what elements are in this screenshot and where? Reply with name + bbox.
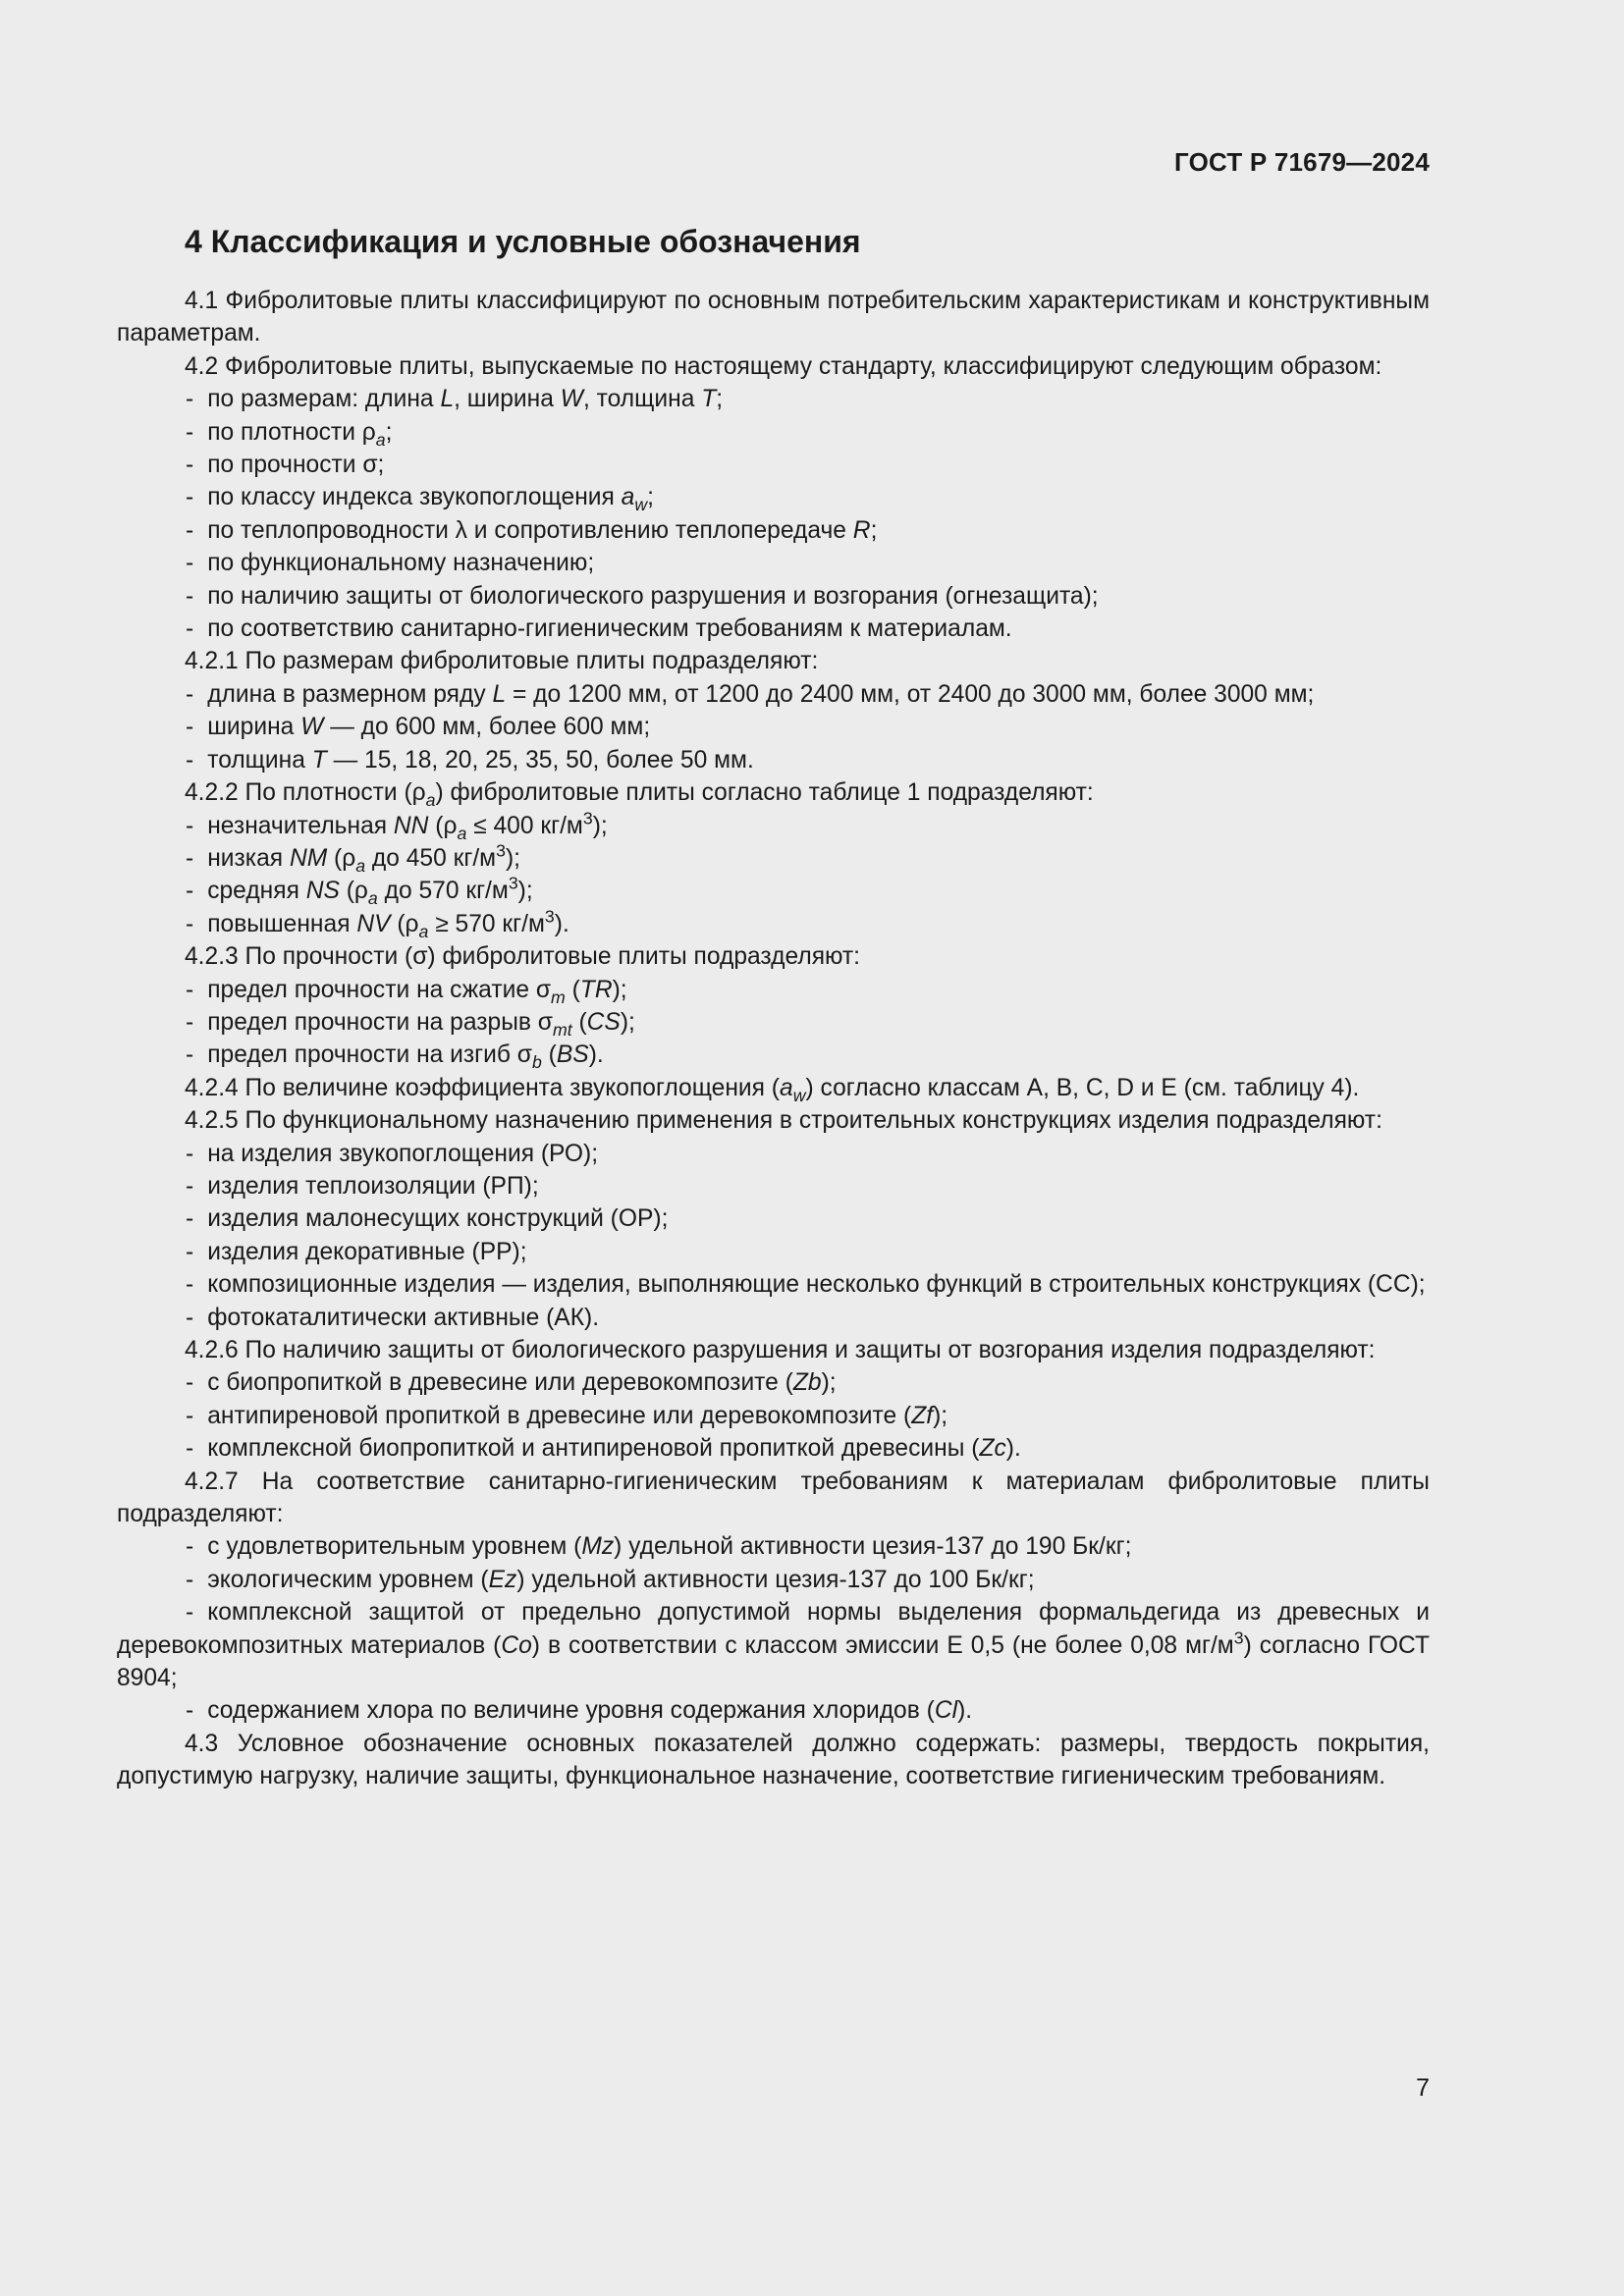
page-number: 7: [1416, 2074, 1430, 2102]
list-item: - на изделия звукопоглощения (РО);: [186, 1140, 599, 1167]
paragraph-4-2-5: 4.2.5 По функциональному назначению применения в строительных конструкциях изделия подразделяют:: [185, 1107, 1382, 1135]
list-item: - изделия теплоизоляции (РП);: [186, 1172, 539, 1200]
list-item: - по размерам: длина L, ширина W, толщина T;: [186, 386, 724, 413]
list-item: - длина в размерном ряду L = до 1200 мм, от 1200 до 2400 мм, от 2400 до 3000 мм, более 3000 мм;: [186, 680, 1315, 708]
list-item: - по функциональному назначению;: [186, 550, 595, 577]
list-item: - по наличию защиты от биологического разрушения и возгорания (огнезащита);: [186, 582, 1099, 610]
list-item: - по плотности $\rho_a$;: [186, 418, 393, 450]
list-item: - с удовлетворительным уровнем (Mz) удельной активности цезия-137 до 190 Бк/кг;: [186, 1533, 1132, 1561]
list-item: - по теплопроводности λ и сопротивлению теплопередаче R;: [186, 516, 878, 544]
list-item: - изделия декоративные (РР);: [186, 1238, 527, 1265]
list-item: - незначительная NN ($\rho_a \le 400$ $кг/м^3$);: [186, 807, 608, 843]
list-item: - комплексной защитой от предельно допустимой нормы выделения формальдегида из древесных и деревокомпозитных материалов (Co) в соответствии с классом эмиссии E 0,5 (не более 0,08 $мг/м^3$) согласно ГОСТ 8904;: [117, 1599, 1430, 1692]
paragraph-4-2-7: 4.2.7 На соответствие санитарно-гигиеническим требованиям к материалам фибролитовые плиты подразделяют:: [117, 1468, 1430, 1528]
paragraph-4-2: 4.2 Фибролитовые плиты, выпускаемые по настоящему стандарту, классифицируют следующим образом:: [185, 352, 1382, 380]
list-item: - ширина W — до 600 мм, более 600 мм;: [186, 714, 651, 741]
list-item: - низкая NM ($\rho_a$ до 450 $кг/м^3$);: [186, 840, 520, 877]
paragraph-4-2-1: 4.2.1 По размерам фибролитовые плиты подразделяют:: [185, 648, 819, 675]
paragraph-4-2-4: 4.2.4 По величине коэффициента звукопоглощения $(a_w)$ согласно классам A, B, C, D и E (см. таблицу 4).: [185, 1074, 1360, 1105]
section-title: 4 Классификация и условные обозначения: [185, 224, 861, 259]
paragraph-4-2-2: 4.2.2 По плотности $(\rho_a)$ фибролитовые плиты согласно таблице 1 подразделяют:: [185, 779, 1094, 811]
list-item: - толщина T — 15, 18, 20, 25, 35, 50, более 50 мм.: [186, 746, 754, 774]
list-item: - содержанием хлора по величине уровня содержания хлоридов (Cl).: [186, 1697, 973, 1725]
section-body: [117, 285, 1430, 1793]
list-item: - по соответствию санитарно-гигиеническим требованиям к материалам.: [186, 615, 1012, 643]
paragraph-4-3: 4.3 Условное обозначение основных показателей должно содержать: размеры, твердость покрытия, допустимую нагрузку, наличие защиты, функциональное назначение, соответствие гигиеническим требованиям.: [117, 1730, 1430, 1790]
paragraph-4-2-6: 4.2.6 По наличию защиты от биологического разрушения и защиты от возгорания изделия подразделяют:: [185, 1337, 1376, 1363]
list-item: - предел прочности на разрыв $\sigma_{mt}$ (CS);: [186, 1008, 635, 1041]
list-item: - комплексной биопропиткой и антипиреновой пропиткой древесины (Zc).: [186, 1435, 1021, 1463]
list-item: - фотокаталитически активные (АК).: [186, 1304, 600, 1331]
list-item: - композиционные изделия — изделия, выполняющие несколько функций в строительных конструкциях (СС);: [186, 1271, 1426, 1299]
list-item: - изделия малонесущих конструкций (ОР);: [186, 1205, 669, 1233]
document-code: ГОСТ Р 71679—2024: [1174, 147, 1430, 177]
paragraph-4-1: 4.1 Фибролитовые плиты классифицируют по основным потребительским характеристикам и конструктивным параметрам.: [117, 288, 1430, 347]
list-item: - предел прочности на сжатие $\sigma_m$ (TR);: [186, 976, 627, 1007]
list-item: - по классу индекса звукопоглощения $a_w$;: [186, 484, 654, 515]
list-item: - антипиреновой пропиткой в древесине или деревокомпозите (Zf);: [186, 1402, 948, 1429]
list-item: - с биопропиткой в древесине или деревокомпозите (Zb);: [186, 1369, 837, 1397]
list-item: - предел прочности на изгиб $\sigma_b$ (BS).: [186, 1041, 604, 1073]
list-item: - повышенная NV ($\rho_a \ge 570$ $кг/м^3$).: [186, 905, 569, 941]
paragraph-4-2-3: 4.2.3 По прочности (σ) фибролитовые плиты подразделяют:: [185, 943, 861, 971]
list-item: - средняя NS ($\rho_a$ до 570 $кг/м^3$);: [186, 873, 533, 909]
list-item: - по прочности σ;: [186, 452, 385, 479]
list-item: - экологическим уровнем (Ez) удельной активности цезия-137 до 100 Бк/кг;: [186, 1566, 1035, 1593]
